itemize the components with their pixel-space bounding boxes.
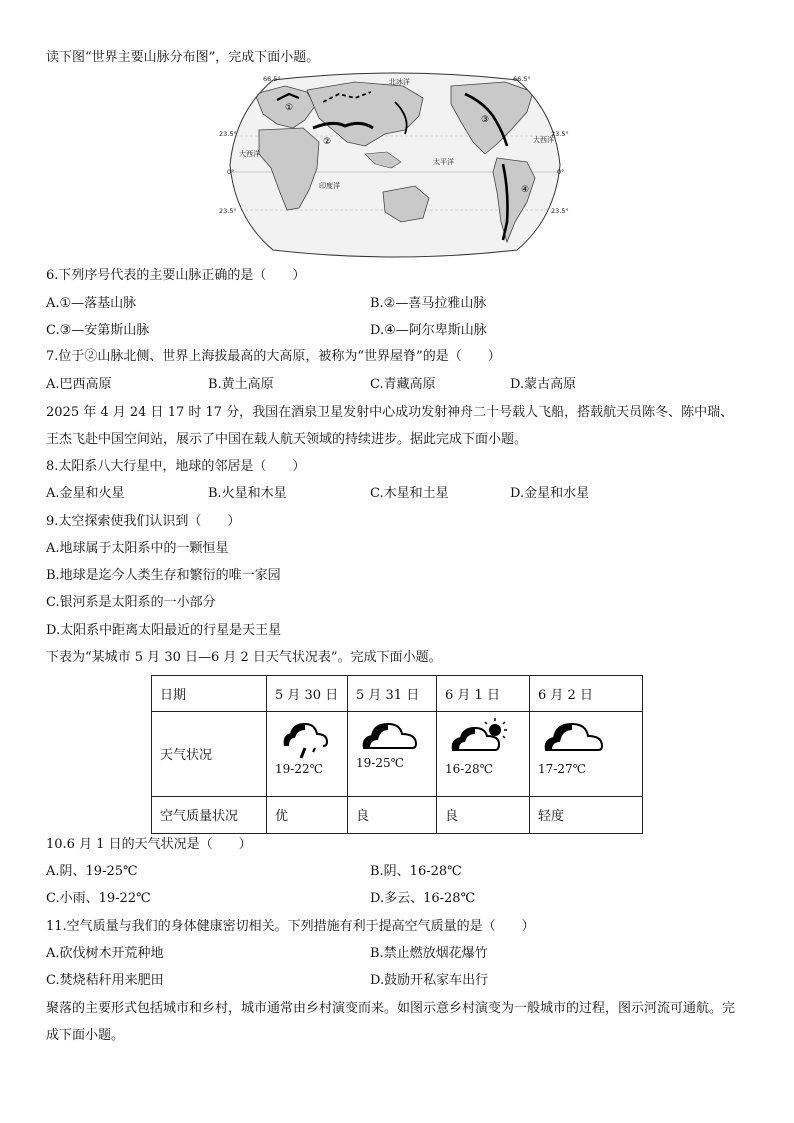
- q7-stem: 7.位于②山脉北侧、世界上海拔最高的大高原，被称为“世界屋脊”的是（ ）: [46, 349, 501, 364]
- lat-label: 66.5°: [263, 75, 281, 83]
- lat-label: 23.5°: [551, 130, 569, 138]
- overcast-icon: [542, 716, 608, 758]
- marker-1: ①: [285, 103, 294, 113]
- overcast-icon: [360, 716, 422, 756]
- space-intro: 2025 年 4 月 24 日 17 时 17 分，我国在酒泉卫星发射中心成功发射神舟二十号载人飞船，搭载航天员陈冬、陈中瑞、王杰飞赴中国空间站，展示了中国在载人航天领域的持续进步。据此完成下面小题。: [46, 405, 734, 447]
- q9-option-b: B.地球是迄今人类生存和繁衍的唯一家园: [46, 568, 281, 583]
- weather-table: [151, 675, 643, 834]
- weather-cell: [267, 712, 348, 796]
- q10-option-d: D.多云、16-28℃: [370, 891, 476, 906]
- air-quality-cell: 良: [348, 796, 437, 833]
- q7-option-d: D.蒙古高原: [510, 377, 577, 392]
- lat-label: 66.5°: [513, 75, 531, 83]
- temperature-text: 16-28℃: [445, 762, 494, 777]
- date-cell: 5 月 30 日: [267, 676, 348, 712]
- q6-option-d: D.④—阿尔卑斯山脉: [370, 323, 487, 338]
- q6-stem: 6.下列序号代表的主要山脉正确的是（ ）: [46, 268, 306, 283]
- air-quality-cell: 轻度: [530, 796, 643, 833]
- row-label-air: 空气质量状况: [152, 796, 267, 833]
- temperature-text: 17-27℃: [538, 762, 587, 777]
- q10-stem: 10.6 月 1 日的天气状况是（ ）: [46, 837, 252, 852]
- q8-stem: 8.太阳系八大行星中，地球的邻居是（ ）: [46, 459, 306, 474]
- temperature-text: 19-25℃: [356, 756, 405, 771]
- q11-stem: 11.空气质量与我们的身体健康密切相关。下列措施有利于提高空气质量的是（ ）: [46, 919, 535, 934]
- q8-option-d: D.金星和水星: [510, 486, 590, 501]
- q11-option-d: D.鼓励开私家车出行: [370, 973, 489, 988]
- q10-option-c: C.小雨、19-22℃: [46, 891, 151, 906]
- date-cell: 6 月 1 日: [437, 676, 530, 712]
- weather-cell: [437, 712, 530, 796]
- ocean-label-atlantic-left: 大西洋: [239, 150, 260, 158]
- ocean-label-atlantic-right: 大西洋: [533, 136, 554, 144]
- ocean-label-indian: 印度洋: [319, 182, 340, 190]
- q8-option-a: A.金星和火星: [46, 486, 125, 501]
- date-cell: 5 月 31 日: [348, 676, 437, 712]
- weather-cell: [530, 712, 643, 796]
- lat-label: 23.5°: [219, 207, 237, 215]
- settlement-intro: 聚落的主要形式包括城市和乡村，城市通常由乡村演变而来。如图示意乡村演变为一般城市的过程，图示河流可通航。完成下面小题。: [46, 1001, 736, 1043]
- light-rain-icon: [279, 716, 339, 764]
- q7-option-a: A.巴西高原: [46, 377, 112, 392]
- q8-option-b: B.火星和木星: [208, 486, 287, 501]
- partly-cloudy-icon: [449, 716, 513, 758]
- table-intro: 下表为“某城市 5 月 30 日—6 月 2 日天气状况表”。完成下面小题。: [46, 650, 442, 665]
- q10-option-b: B.阴、16-28℃: [370, 864, 462, 879]
- temperature-text: 19-22℃: [275, 762, 324, 777]
- ocean-label-arctic: 北冰洋: [389, 78, 410, 86]
- q9-option-a: A.地球属于太阳系中的一颗恒星: [46, 541, 229, 556]
- ocean-label-pacific: 太平洋: [433, 158, 454, 166]
- map-intro: 读下图“世界主要山脉分布图”，完成下面小题。: [46, 50, 320, 65]
- world-mountain-map: [215, 72, 575, 258]
- table-row: [152, 796, 643, 833]
- q6-option-a: A.①—落基山脉: [46, 296, 137, 311]
- q9-stem: 9.太空探索使我们认识到（ ）: [46, 514, 241, 529]
- lat-label: 0°: [557, 168, 565, 176]
- q8-option-c: C.木星和土星: [370, 486, 449, 501]
- q6-option-b: B.②—喜马拉雅山脉: [370, 296, 487, 311]
- q11-option-a: A.砍伐树木开荒种地: [46, 946, 164, 961]
- air-quality-cell: 优: [267, 796, 348, 833]
- marker-3: ③: [481, 115, 490, 125]
- lat-label: 23.5°: [219, 130, 237, 138]
- q7-option-b: B.黄土高原: [208, 377, 274, 392]
- row-label-weather: 天气状况: [152, 712, 267, 796]
- table-row: [152, 676, 643, 712]
- lat-label: 23.5°: [551, 207, 569, 215]
- row-label-date: 日期: [152, 676, 267, 712]
- marker-4: ④: [521, 185, 530, 195]
- air-quality-cell: 良: [437, 796, 530, 833]
- q9-option-d: D.太阳系中距离太阳最近的行星是天王星: [46, 623, 282, 638]
- marker-2: ②: [323, 137, 332, 147]
- lat-label: 0°: [227, 168, 235, 176]
- q9-option-c: C.银河系是太阳系的一小部分: [46, 595, 216, 610]
- q6-option-c: C.③—安第斯山脉: [46, 323, 150, 338]
- date-cell: 6 月 2 日: [530, 676, 643, 712]
- q10-option-a: A.阴、19-25℃: [46, 864, 138, 879]
- weather-cell: [348, 712, 437, 796]
- q11-option-c: C.焚烧秸秆用来肥田: [46, 973, 164, 988]
- table-row: [152, 712, 643, 796]
- q7-option-c: C.青藏高原: [370, 377, 436, 392]
- q11-option-b: B.禁止燃放烟花爆竹: [370, 946, 488, 961]
